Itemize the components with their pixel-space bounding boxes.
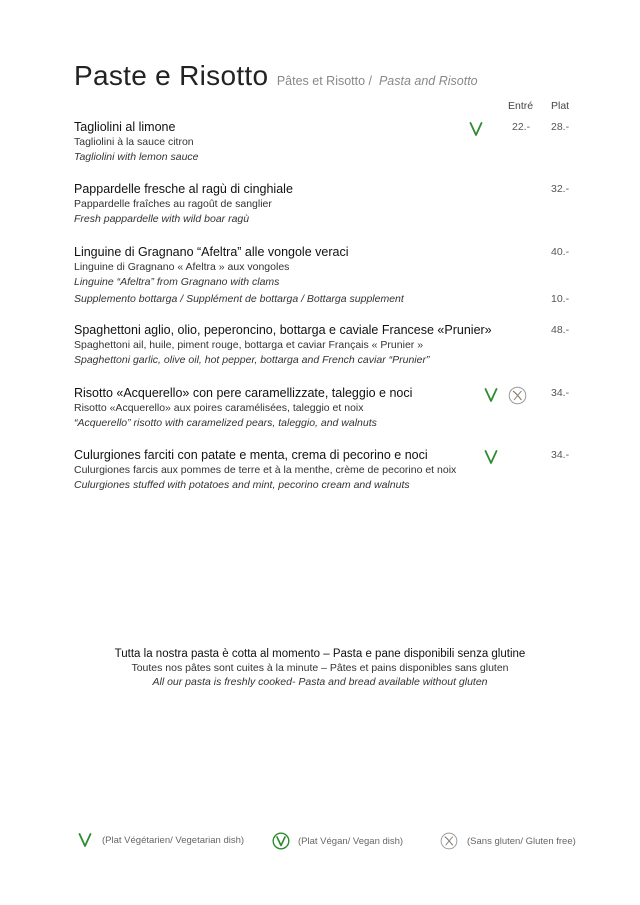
price-plat: 48.- [551, 324, 570, 336]
price-plat: 40.- [551, 246, 570, 258]
dish-name-en: Culurgiones stuffed with potatoes and mint, pecorino cream and walnuts [74, 479, 410, 491]
dish-name-it: Culurgiones farciti con patate e menta, crema di pecorino e noci [74, 448, 428, 462]
menu-item [74, 386, 634, 431]
price-plat: 28.- [551, 121, 570, 133]
subtitle-en: Pasta and Risotto [378, 74, 478, 88]
legend-label: (Plat Végan/ Vegan dish) [298, 835, 404, 847]
dish-name-en: Linguine “Afeltra” from Gragnano with clams [74, 276, 280, 288]
legend-label: (Plat Végétarien/ Vegetarian dish) [102, 834, 245, 846]
dish-name-it: Pappardelle fresche al ragù di cinghiale [74, 182, 293, 196]
dish-name-en: Spaghettoni garlic, olive oil, hot pepper, bottarga and French caviar “Prunier” [74, 354, 430, 366]
dish-supplement: Supplemento bottarga / Supplément de bottarga / Bottarga supplement [74, 293, 404, 305]
subtitle-fr: Pâtes et Risotto / [276, 74, 373, 88]
dish-name-fr: Pappardelle fraîches au ragoût de sanglier [74, 198, 272, 210]
page-header [74, 60, 478, 92]
vegetarian-icon [484, 449, 498, 465]
dish-name-it: Tagliolini al limone [74, 120, 176, 134]
page-title: Paste e Risotto [74, 60, 269, 91]
dish-name-en: Fresh pappardelle with wild boar ragù [74, 213, 250, 225]
dish-name-fr: Culurgiones farcis aux pommes de terre et à la menthe, crème de pecorino et noix [74, 464, 457, 476]
price-entree: 22.- [512, 121, 531, 133]
price-plat: 32.- [551, 183, 570, 195]
dish-name-fr: Risotto «Acquerello» aux poires caramélisées, taleggio et noix [74, 402, 364, 414]
menu-item [74, 245, 634, 307]
vegetarian-icon [484, 387, 498, 403]
dish-name-en: “Acquerello” risotto with caramelized pears, taleggio, and walnuts [74, 417, 377, 429]
price-plat: 34.- [551, 449, 570, 461]
dish-name-fr: Spaghettoni ail, huile, piment rouge, bottarga et caviar Français « Prunier » [74, 339, 424, 351]
price-plat: 34.- [551, 387, 570, 399]
footer-line-fr: Toutes nos pâtes sont cuites à la minute – Pâtes et pains disponibles sans gluten [131, 662, 509, 674]
dish-name-fr: Tagliolini à la sauce citron [74, 136, 194, 148]
menu-item [74, 448, 634, 493]
column-header-plat: Plat [551, 100, 570, 112]
footer-note [0, 647, 640, 689]
dish-name-fr: Linguine di Gragnano « Afeltra » aux vongoles [74, 261, 290, 273]
footer-line-it: Tutta la nostra pasta è cotta al momento – Pasta e pane disponibili senza glutine [114, 648, 526, 660]
page-subtitle [277, 74, 478, 88]
menu-item [74, 120, 634, 165]
legend-vegan [272, 832, 403, 850]
legend-vegetarian [78, 832, 244, 848]
dish-name-it: Spaghettoni aglio, olio, peperoncino, bottarga e caviale Francese «Prunier» [74, 323, 492, 337]
dish-name-it: Risotto «Acquerello» con pere caramellizzate, taleggio e noci [74, 386, 413, 400]
menu-item [74, 323, 634, 368]
legend-gluten-free [440, 832, 576, 850]
column-header-entree: Entré [508, 100, 534, 112]
vegetarian-icon [78, 832, 92, 848]
vegan-icon [272, 832, 290, 850]
gluten-free-icon [440, 832, 458, 850]
vegetarian-icon [469, 121, 483, 137]
menu-item [74, 182, 634, 227]
price-supplement: 10.- [551, 293, 570, 305]
dish-name-it: Linguine di Gragnano “Afeltra” alle vongole veraci [74, 245, 349, 259]
dish-name-en: Tagliolini with lemon sauce [74, 151, 199, 163]
legend-label: (Sans gluten/ Gluten free) [467, 835, 576, 847]
gluten-free-icon [508, 386, 527, 405]
footer-line-en: All our pasta is freshly cooked- Pasta and bread available without gluten [152, 676, 488, 688]
